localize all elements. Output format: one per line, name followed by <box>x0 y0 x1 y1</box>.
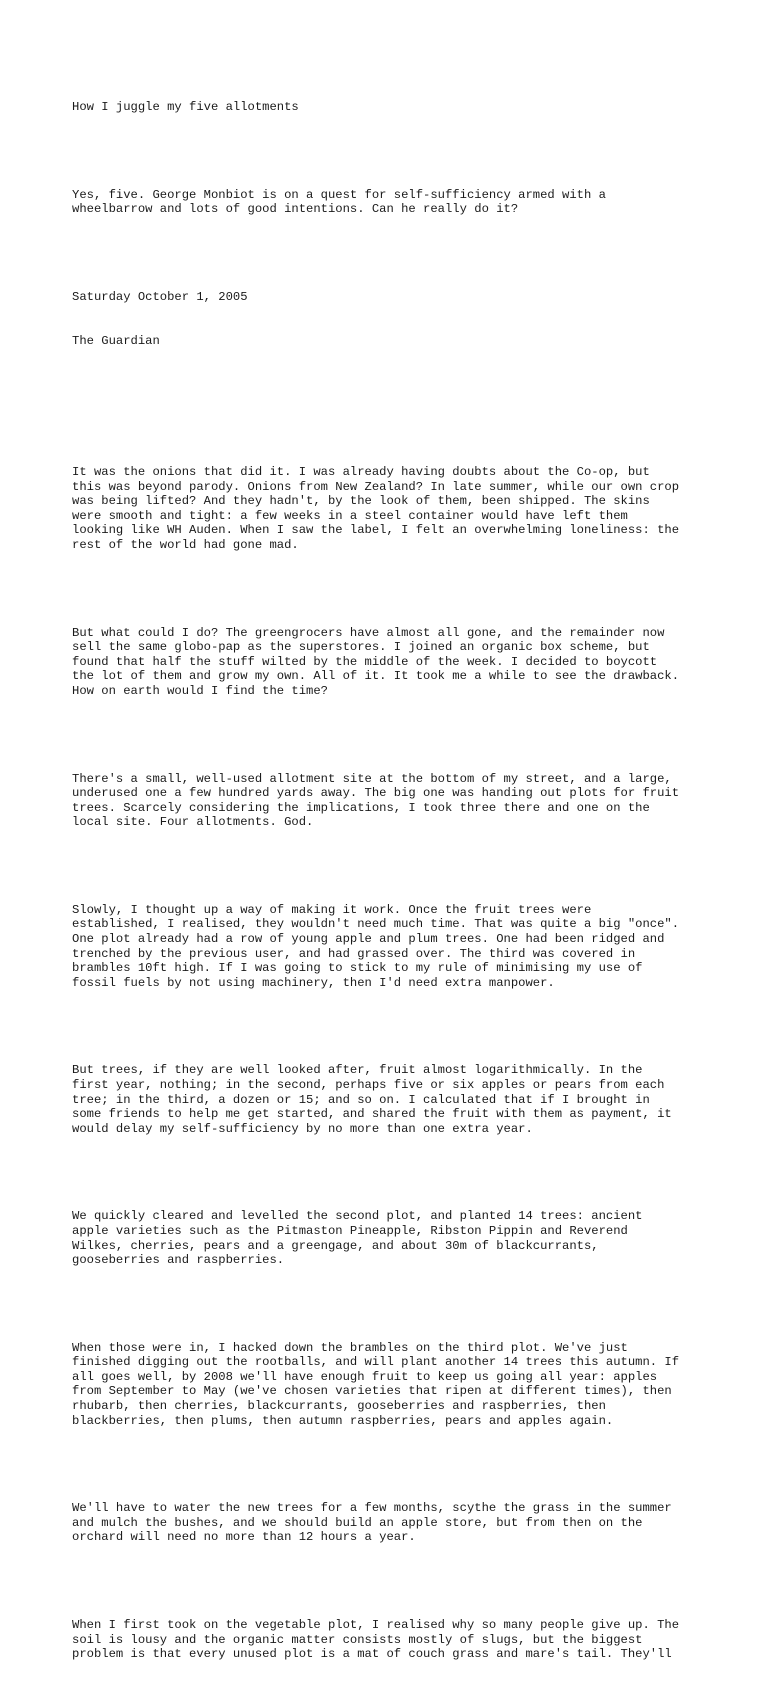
paragraph: When those were in, I hacked down the brambles on the third plot. We've just finished digging out the rootballs, and will plant another 14 trees this autumn. If all goes well, by 2008 we'll have enough fruit to keep us going all year: apples from September to May (we've chosen varieties that ripen at different times), then rhubarb, then cherries, blackcurrants, gooseberries and raspberries, then blackberries, then plums, then autumn raspberries, pears and apples again. <box>72 1340 680 1428</box>
paragraph: But trees, if they are well looked after, fruit almost logarithmically. In the first year, nothing; in the second, perhaps five or six apples or pears from each tree; in the third, a dozen or 15; and so on. I calculated that if I brought in some friends to help me get started, and shared the fruit with them as payment, it would delay my self-sufficiency by no more than one extra year. <box>72 1063 672 1136</box>
article-body <box>72 71 732 1691</box>
paragraph: When I first took on the vegetable plot, I realised why so many people give up. The soil is lousy and the organic matter consists mostly of slugs, but the biggest problem is that every unused plot is a mat of couch grass and mare's tail. They'll <box>72 1617 680 1662</box>
article-publication: The Guardian <box>72 333 160 348</box>
article-title: How I juggle my five allotments <box>72 100 299 115</box>
paragraph: We'll have to water the new trees for a few months, scythe the grass in the summer and mulch the bushes, and we should build an apple store, but from then on the orchard will need no more than 12 hours a year. <box>72 1501 672 1545</box>
paragraph: But what could I do? The greengrocers have almost all gone, and the remainder now sell the same globo-pap as the superstores. I joined an organic box scheme, but found that half the stuff wilted by the middle of the week. I decided to boycott the lot of them and grow my own. All of it. It took me a while to see the drawback. How on earth would I find the time? <box>72 625 680 698</box>
article-date: Saturday October 1, 2005 <box>72 289 248 304</box>
paragraph: There's a small, well-used allotment site at the bottom of my street, and a large, underused one a few hundred yards away. The big one was handing out plots for fruit trees. Scarcely considering the implications, I took three there and one on the local site. Four allotments. God. <box>72 771 680 830</box>
paragraph: We quickly cleared and levelled the second plot, and planted 14 trees: ancient apple varieties such as the Pitmaston Pineapple, Ribston Pippin and Reverend Wilkes, cherries, pears and a greengage, and about 30m of blackcurrants, gooseberries and raspberries. <box>72 1209 643 1268</box>
paragraph: Slowly, I thought up a way of making it work. Once the fruit trees were established, I realised, they wouldn't need much time. That was quite a big "once". One plot already had a row of young apple and plum trees. One had been ridged and trenched by the previous user, and had grassed over. The third was covered in brambles 10ft high. If I was going to stick to my rule of minimising my use of fossil fuels by not using machinery, then I'd need extra manpower. <box>72 902 680 990</box>
paragraph: It was the onions that did it. I was already having doubts about the Co-op, but this was beyond parody. Onions from New Zealand? In late summer, while our own crop was being lifted? And they hadn't, by the look of them, been shipped. The skins were smooth and tight: a few weeks in a steel container would have left them looking like WH Auden. When I saw the label, I felt an overwhelming loneliness: the rest of the world had gone mad. <box>72 465 680 552</box>
article-standfirst: Yes, five. George Monbiot is on a quest for self-sufficiency armed with a wheelbarrow and lots of good intentions. Can he really do it? <box>72 187 606 217</box>
